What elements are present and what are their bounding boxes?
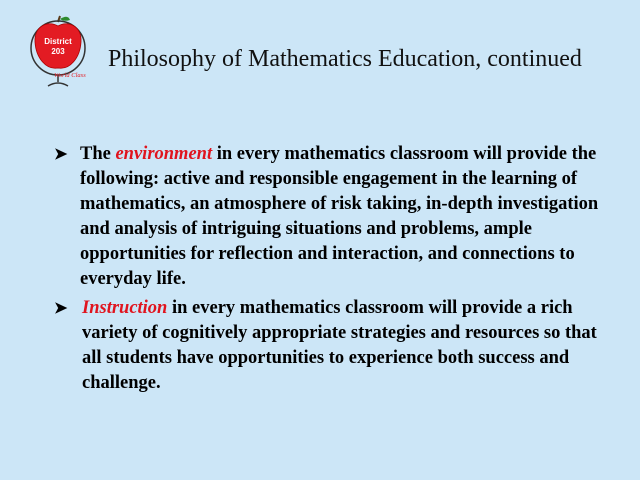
logo-tagline: World Class bbox=[54, 72, 86, 79]
bullet-emphasis: Instruction bbox=[82, 298, 168, 318]
slide-content bbox=[54, 142, 614, 400]
bullet-emphasis: environment bbox=[115, 144, 213, 164]
page-title: Philosophy of Mathematics Education, continued bbox=[108, 46, 582, 72]
district-logo bbox=[30, 14, 86, 94]
bullet-item-environment bbox=[54, 142, 614, 292]
bullet-text bbox=[82, 296, 614, 396]
bullet-rest: in every mathematics classroom will provide a rich variety of cognitively appropriate strategies and resources so that all students have opportunities to experience both success and challenge. bbox=[82, 298, 597, 393]
logo-line1: District bbox=[44, 37, 72, 46]
bullet-rest: in every mathematics classroom will provide the following: active and responsible engagement in the learning of mathematics, an atmosphere of risk taking, in-depth investigation and analysis of intriguing situations and problems, ample opportunities for reflection and interaction, and connections to everyday life. bbox=[80, 144, 599, 289]
apple-globe-icon bbox=[30, 14, 86, 94]
logo-line2: 203 bbox=[51, 47, 65, 56]
arrow-bullet-icon: ➤ bbox=[54, 146, 68, 163]
bullet-item-instruction bbox=[54, 296, 614, 396]
bullet-lead: The bbox=[80, 144, 116, 164]
arrow-bullet-icon: ➤ bbox=[54, 300, 68, 317]
bullet-text bbox=[80, 142, 614, 292]
